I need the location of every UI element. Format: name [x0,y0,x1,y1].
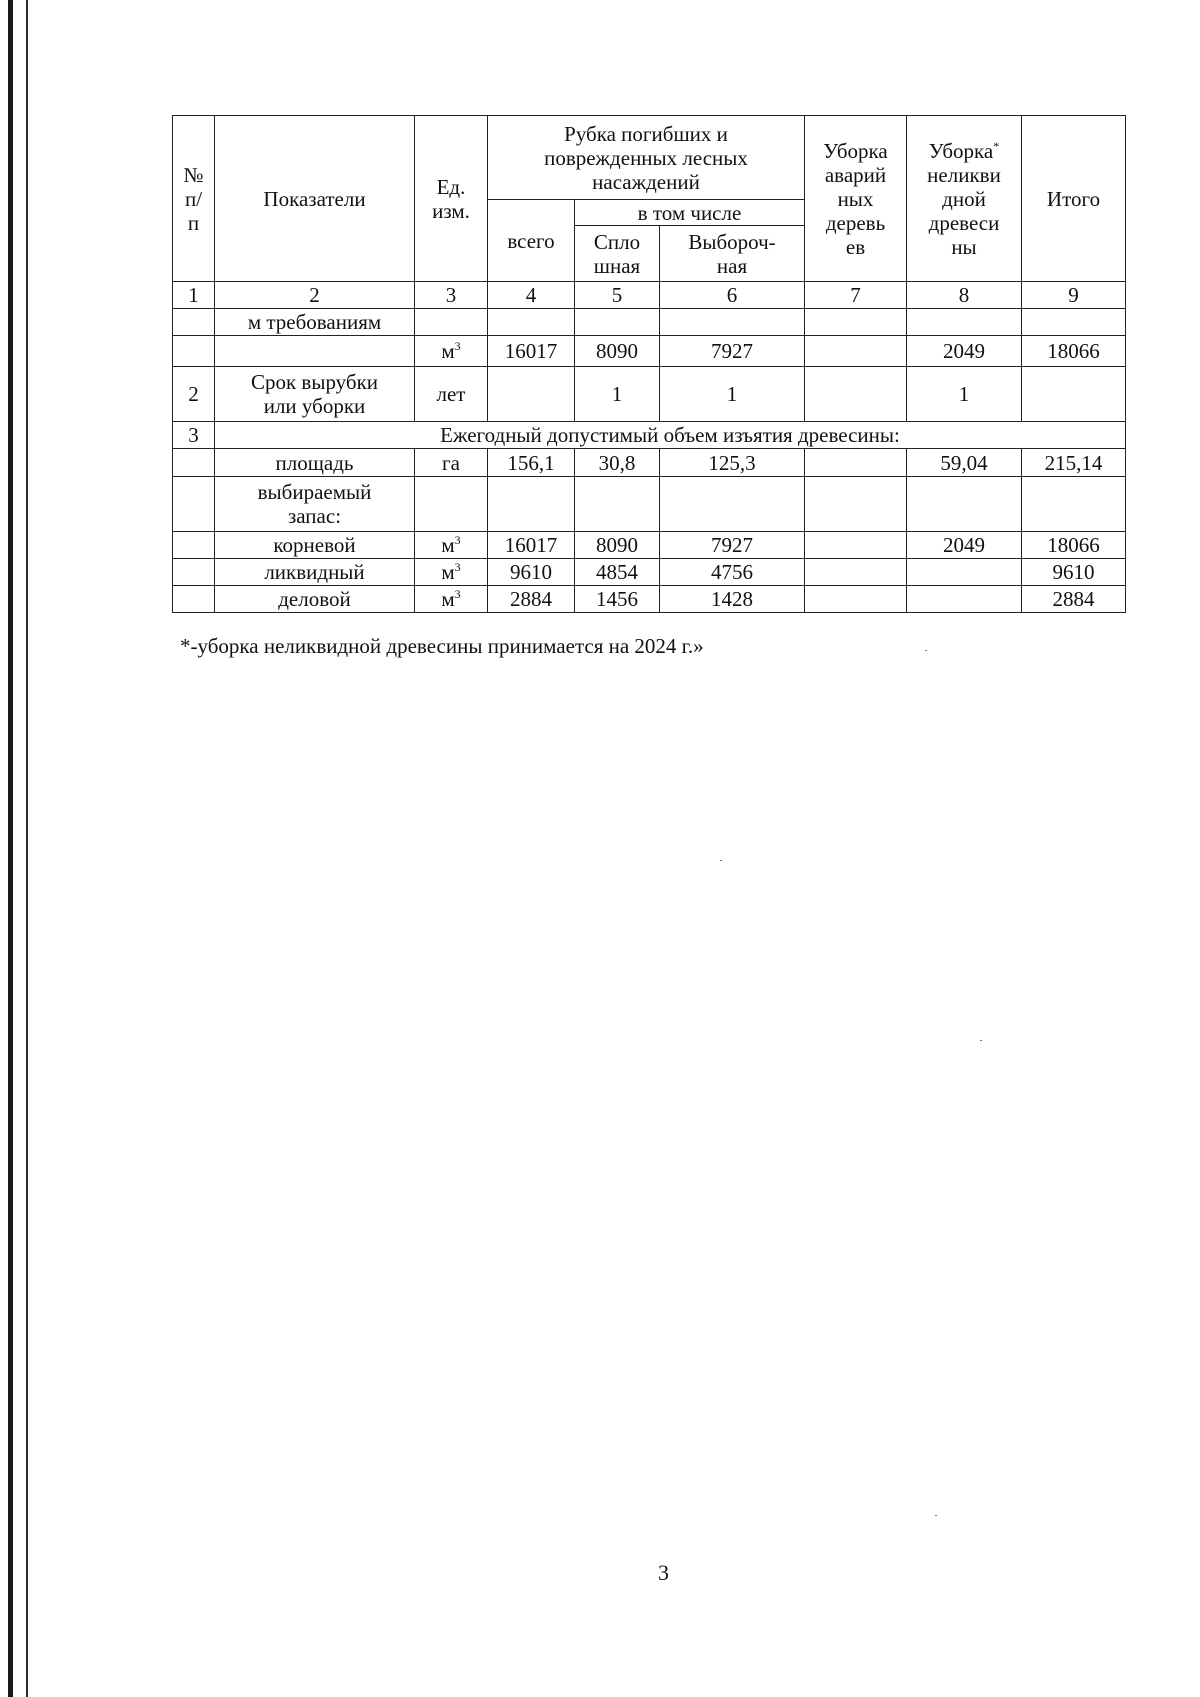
scan-speck [720,860,722,861]
row-label: площадь [215,449,415,477]
col-number: 3 [415,282,488,309]
row-unit: $м^3$ [415,586,488,613]
cell-clear: 1456 [575,586,660,613]
cell-total: 16017 [488,336,575,367]
cell-selective: 1428 [660,586,805,613]
table-row [173,309,1126,336]
cell-total: 2884 [488,586,575,613]
row-label: корневой [215,532,415,559]
table-row [173,477,1126,532]
header-indicators: Показатели [215,116,415,282]
row-label: выбираемый запас: [215,477,415,532]
header-emergency: Уборка аварий ных деревь ев [805,116,907,282]
row-section-title: Ежегодный допустимый объем изъятия древесины: [215,422,1126,449]
cell-selective: 125,3 [660,449,805,477]
col-number: 1 [173,282,215,309]
cell-emergency [805,367,907,422]
column-numbers-row [173,282,1126,309]
cell-illiquid: 1 [907,367,1022,422]
row-label: деловой [215,586,415,613]
table-row [173,422,1126,449]
scan-speck [980,1040,982,1041]
row-unit: $м^3$ [415,532,488,559]
table-row [173,532,1126,559]
cell-total: 9610 [488,559,575,586]
scan-left-edge-line [26,0,28,1697]
table-row [173,367,1126,422]
cell-sum [1022,367,1126,422]
row-label: м требованиям [215,309,415,336]
cell-total: 156,1 [488,449,575,477]
header-including: в том числе [575,200,805,226]
cell-total: 16017 [488,532,575,559]
row-unit: $м^3$ [415,559,488,586]
page-number: 3 [658,1560,669,1585]
col-number: 5 [575,282,660,309]
scan-speck [925,650,927,651]
col-number: 2 [215,282,415,309]
header-felling-group: Рубка погибших и поврежденных лесных насаждений [488,116,805,200]
row-num: 2 [173,367,215,422]
felling-volume-table [172,115,1126,613]
cell-selective: 1 [660,367,805,422]
header-num: № п/ п [173,116,215,282]
cell-emergency [805,586,907,613]
cell-selective: 7927 [660,336,805,367]
table-row [173,336,1126,367]
cell-sum: 2884 [1022,586,1126,613]
cell-clear: 8090 [575,532,660,559]
cell-clear: 30,8 [575,449,660,477]
header-selective: Выбороч- ная [660,226,805,282]
cell-emergency [805,559,907,586]
cell-clear: 8090 [575,336,660,367]
cell-selective: 4756 [660,559,805,586]
row-label: Срок вырубки или уборки [215,367,415,422]
col-number: 6 [660,282,805,309]
cell-sum: 18066 [1022,336,1126,367]
cell-clear: 1 [575,367,660,422]
col-number: 4 [488,282,575,309]
cell-emergency [805,449,907,477]
table-row [173,559,1126,586]
header-clear: Спло шная [575,226,660,282]
cell-emergency [805,532,907,559]
row-unit: га [415,449,488,477]
header-sum: Итого [1022,116,1126,282]
table-row [173,449,1126,477]
cell-sum: 18066 [1022,532,1126,559]
header-unit: Ед. изм. [415,116,488,282]
header-total: всего [488,200,575,282]
cell-total [488,367,575,422]
row-num: 3 [173,422,215,449]
cell-sum: 9610 [1022,559,1126,586]
scan-left-edge [8,0,13,1697]
cell-sum: 215,14 [1022,449,1126,477]
cell-illiquid [907,559,1022,586]
cell-illiquid [907,586,1022,613]
cell-illiquid: 59,04 [907,449,1022,477]
col-number: 8 [907,282,1022,309]
col-number: 7 [805,282,907,309]
scan-speck [935,1515,937,1516]
row-label: ликвидный [215,559,415,586]
cell-illiquid: 2049 [907,532,1022,559]
header-illiquid: Уборка* неликви дной древеси ны [907,116,1022,282]
col-number: 9 [1022,282,1126,309]
table-row [173,586,1126,613]
cell-selective: 7927 [660,532,805,559]
cell-illiquid: 2049 [907,336,1022,367]
cell-clear: 4854 [575,559,660,586]
row-unit: $м^3$ [415,336,488,367]
footnote: *-уборка неликвидной древесины принимается на 2024 г.» [180,634,704,658]
cell-emergency [805,336,907,367]
row-unit: лет [415,367,488,422]
